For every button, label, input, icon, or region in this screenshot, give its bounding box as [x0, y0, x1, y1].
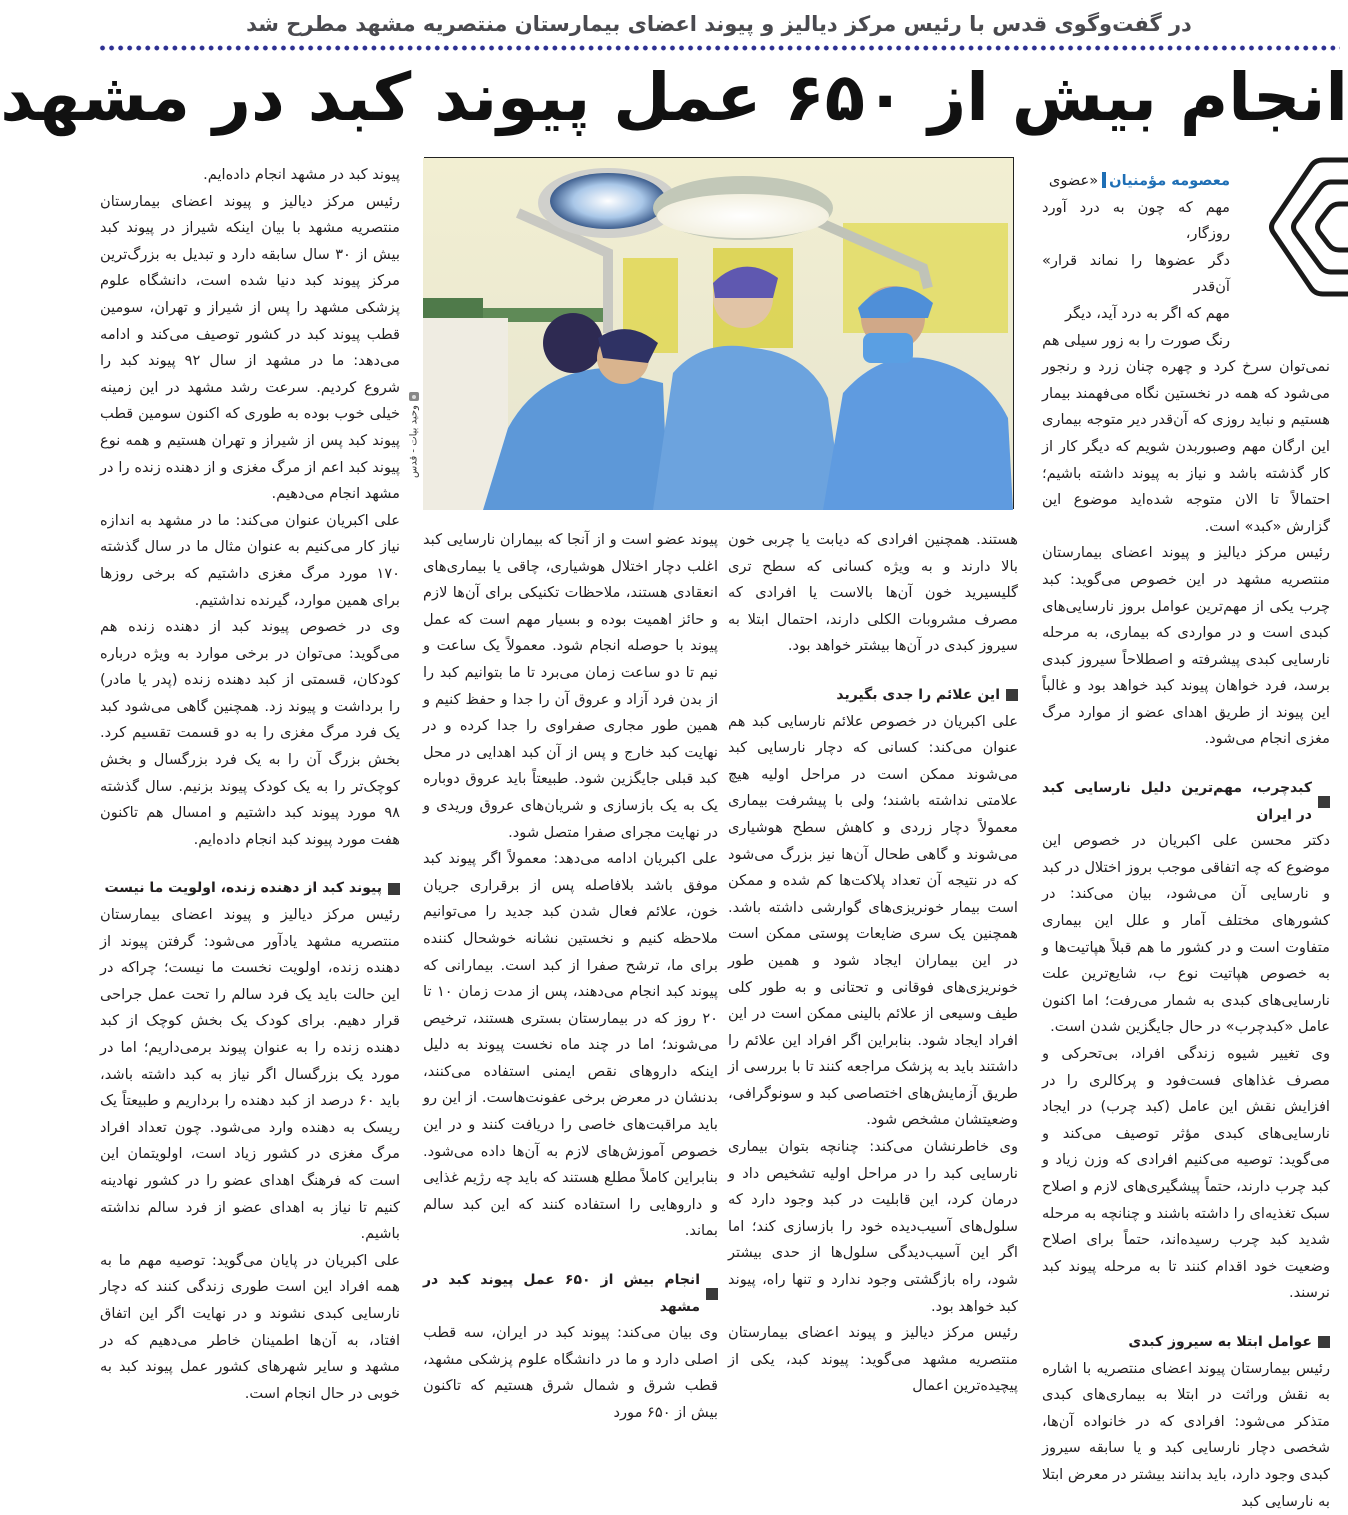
- square-bullet-icon: [1318, 1336, 1330, 1348]
- subheading: [1042, 1329, 1330, 1356]
- subheading-text: انجام بیش از ۶۵۰ عمل پیوند کبد در مشهد: [423, 1272, 700, 1315]
- photo-credit: [405, 392, 423, 502]
- paragraph: دکتر محسن علی اکبریان در خصوص این موضوع که چه اتفاقی موجب بروز اختلال در کبد و نارسایی آن می‌شود، بیان می‌کند: در کشورهای مختلف آمار و علل این بیماری متفاوت است و در کشور ما هم قبلاً هپاتیت‌ها و به خصوص هپاتیت نوع ب، شایع‌ترین علت نارسایی‌های کبدی به شمار می‌رفت؛ اما اکنون عامل «کبدچرب» در حال جایگزین شدن است.: [1042, 832, 1330, 1036]
- article-column-4: [100, 162, 400, 1407]
- intro-line-1: [1042, 168, 1230, 195]
- square-bullet-icon: [1006, 689, 1018, 701]
- paragraph: پیوند عضو است و از آنجا که بیماران نارسایی کبد اغلب دچار اختلال هوشیاری، چاقی یا بیماری‌های انعقادی هستند، ملاحظات تکنیکی برای آن‌ها لازم و حائز اهمیت بوده و بسیار مهم است که عمل پیوند با حوصله انجام شود. معمولاً یک ساعت و نیم تا دو ساعت زمان می‌برد تا ما بتوانیم کبد را از بدن فرد آزاد و عروق آن را جدا و حفظ کنیم و همین طور مجاری صفراوی را جدا کرده و در نهایت کبد خارج و پس از آن کبد اهدایی در محل کبد قبلی جایگزین شود. طبیعتاً باید عروق دوباره یک به یک بازسازی و شریان‌های عروق وریدی و در نهایت مجرای صفرا متصل شود.: [423, 531, 718, 841]
- article-column-1: [1042, 168, 1330, 1515]
- article-column-2: [728, 527, 1018, 1400]
- paragraph: علی اکبریان ادامه می‌دهد: معمولاً اگر پیوند کبد موفق باشد بلافاصله پس از برقراری جریان خون، علائم فعال شدن کبد جدید را می‌توانیم ملاحظه کنیم و نخستین نشانه خوشحال کننده برای ما، ترشح صفرا از کبد است. بیمارانی که پیوند کبد انجام می‌دهند، پس از مدت زمان ۱۰ تا ۲۰ روز که در بیمارستان بستری هستند، ترخیص می‌شوند؛ اما در چند ماه نخست پیوند به دلیل اینکه داروهای نقص ایمنی استفاده می‌کنند، بدنشان در معرض برخی عفونت‌هاست. از این رو باید مراقبت‌های خاصی را دریافت کنند و در این خصوص آموزش‌های لازم به آن‌ها داده می‌شود. بنابراین کاملاً مطلع هستند که باید چه رژیم غذایی و داروهایی را استفاده کنند که این کبد سالم بماند.: [423, 850, 718, 1240]
- article-kicker: در گفت‌وگوی قدس با رئیس مرکز دیالیز و پیوند اعضای بیمارستان منتصریه مشهد مطرح شد: [246, 12, 1192, 36]
- article-headline: انجام بیش از ۶۵۰ عمل پیوند کبد در مشهد: [0, 59, 1348, 136]
- paragraph: وی تغییر شیوه زندگی افراد، بی‌تحرکی و مصرف غذاهای فست‌فود و پرکالری را در افزایش نقش این عامل (کبد چرب) در ایجاد نارسایی‌های کبدی مؤثر توصیف می‌کند و می‌گوید: توصیه می‌کنیم افرادی که وزن زیاد و کبد چرب دارند، حتماً پیشگیری‌های لازم و اصلاح سبک تغذیه‌ای را داشته باشند و چنانچه به مرحله شدید کبد چرب رسیده‌اند، حتماً برای اصلاح وضعیت خود اقدام کنند تا به مرحله پیوند کبد نرسند.: [1042, 1045, 1330, 1302]
- paragraph: وی خاطرنشان می‌کند: چنانچه بتوان بیماری نارسایی کبد را در مراحل اولیه تشخیص داد و درمان کرد، این قابلیت در کبد وجود دارد که سلول‌های آسیب‌دیده خود را بازسازی کند؛ اما اگر این آسیب‌دیدگی سلول‌ها از حدی بیشتر شود، راه بازگشتی وجود ندارد و تنها راه، پیوند کبد خواهد بود.: [728, 1138, 1018, 1315]
- paragraph: رئیس مرکز دیالیز و پیوند اعضای بیمارستان منتصریه مشهد با بیان اینکه شیراز در پیوند کبد بیش از ۳۰ سال سابقه دارد و تبدیل به بزرگ‌ترین مرکز پیوند کبد دنیا شده است، دانشگاه علوم پزشکی مشهد را پس از شیراز و تهران، سومین قطب پیوند کبد در کشور توصیف می‌کند و ادامه می‌دهد: ما در مشهد از سال ۹۲ پیوند کبد را شروع کردیم. سرعت رشد مشهد در این زمینه خیلی خوب بوده به طوری که اکنون سومین قطب پیوند کبد پس از شیراز و تهران هستیم و همه نوع پیوند کبد اعم از مرگ مغزی و از دهنده زنده را در مشهد انجام می‌دهیم.: [100, 192, 400, 503]
- intro-line: مهم که اگر به درد آید، دیگر: [1064, 304, 1230, 322]
- byline-bar: [1102, 172, 1106, 188]
- paragraph: رئیس مرکز دیالیز و پیوند اعضای بیمارستان منتصریه مشهد می‌گوید: پیوند کبد، یکی از پیچیده‌ترین اعمال: [728, 1324, 1018, 1395]
- intro-line: دگر عضوها را نماند قرار» آن‌قدر: [1042, 251, 1230, 296]
- subheading-text: این علائم را جدی بگیرید: [836, 686, 1000, 703]
- subheading-text: کبدچرب، مهم‌ترین دلیل نارسایی کبد در ایران: [1042, 780, 1312, 823]
- square-bullet-icon: [388, 883, 400, 895]
- square-bullet-icon: [706, 1288, 718, 1300]
- intro-line: مهم که چون به درد آورد روزگار،: [1042, 198, 1230, 243]
- author-byline: معصومه مؤمنیان: [1109, 172, 1230, 189]
- subheading-text: عوامل ابتلا به سیروز کبدی: [1128, 1333, 1312, 1350]
- subheading: [423, 1267, 718, 1320]
- subheading: [728, 682, 1018, 709]
- paragraph: نمی‌توان سرخ کرد و چهره چنان زرد و رنجور می‌شود که همه در نخستین نگاه می‌فهمند بیمار هستیم و نباید روزی که آن‌قدر دیر متوجه بیماری این ارگان مهم وصبوربدن شویم که دیگر کار از کار گذشته باشد و نیاز به پیوند داشته باشیم؛ احتمالاً تا الان متوجه شده‌اید موضوع این گزارش «کبد» است.: [1042, 358, 1330, 535]
- square-bullet-icon: [1318, 796, 1330, 808]
- article-column-3: [423, 527, 718, 1427]
- dotted-divider: [98, 44, 1340, 52]
- paragraph: وی بیان می‌کند: پیوند کبد در ایران، سه قطب اصلی دارد و ما در دانشگاه علوم پزشکی مشهد، قطب شرق و شمال شرق هستیم که تاکنون بیش از ۶۵۰ مورد: [423, 1324, 718, 1421]
- paragraph: علی اکبریان عنوان می‌کند: ما در مشهد به اندازه نیاز کار می‌کنیم به عنوان مثال ما در سال گذشته ۱۷۰ مورد مرگ مغزی داشتیم که برخی روزها برای همین موارد، گیرنده نداشتیم.: [100, 511, 400, 609]
- paragraph: علی اکبریان در خصوص علائم نارسایی کبد هم عنوان می‌کند: کسانی که دچار نارسایی کبد می‌شوند ممکن است در مراحل اولیه هیچ علامتی نداشته باشند؛ ولی با پیشرفت بیماری معمولاً دچار زردی و کاهش سطح هوشیاری می‌شوند و گاهی طحال آن‌ها نیز بزرگ می‌شود که در نتیجه آن تعداد پلاکت‌ها کم شده و ممکن است بیمار خونریزی‌های گوارشی داشته باشد. همچنین یک سری ضایعات پوستی ممکن است در این بیماران ایجاد شود و همین طور خونریزی‌های فوقانی و تحتانی و به طور کلی طیف وسیعی از علائم بالینی ممکن است در این افراد ایجاد شود. بنابراین اگر افراد این علائم را داشتند باید به پزشک مراجعه کنند تا با بررسی از طریق آزمایش‌های اختصاصی کبد و سونوگرافی، وضعیتشان مشخص شود.: [728, 712, 1018, 1129]
- paragraph: هستند. همچنین افرادی که دیابت یا چربی خون بالا دارند و به ویژه کسانی که سطح تری گلیسیرید خون آن‌ها بالاست یا افرادی که مصرف مشروبات الکلی دارند، احتمال ابتلا به سیروز کبدی در آن‌ها بیشتر خواهد بود.: [728, 531, 1018, 655]
- paragraph: علی اکبریان در پایان می‌گوید: توصیه مهم ما به همه افراد این است طوری زندگی کنند که دچار نارسایی کبدی نشوند و در نهایت اگر این اتفاق افتاد، به آن‌ها اطمینان خاطر می‌دهیم که در مشهد و سایر شهرهای کشور عمل پیوند کبد به خوبی در حال انجام است.: [100, 1251, 400, 1402]
- photo-credit-text: وحید بیات - قدس: [408, 405, 420, 478]
- intro-line: رنگ صورت را به زور سیلی هم: [1042, 331, 1230, 349]
- paragraph: رئیس مرکز دیالیز و پیوند اعضای بیمارستان منتصریه مشهد در این خصوص می‌گوید: کبد چرب یکی از مهم‌ترین عوامل بروز نارسایی‌های کبدی است و در مواردی که بیماری، به مرحله نارسایی کبدی پیشرفته و اصطلاحاً سیروز کبدی برسد، فرد خواهان پیوند کبد خواهد بود و غالباً این پیوند از طریق اهدای عضو از موارد مرگ مغزی انجام می‌شود.: [1042, 544, 1330, 748]
- intro-text: «عضوی: [1048, 172, 1099, 189]
- paragraph: رئیس مرکز دیالیز و پیوند اعضای بیمارستان منتصریه مشهد یادآور می‌شود: گرفتن پیوند از دهنده زنده، اولویت نخست ما نیست؛ چراکه در این حالت باید یک فرد سالم را تحت عمل جراحی قرار دهیم. برای کودک یک بخش کوچک از کبد دهنده زنده را به عنوان پیوند برمی‌داریم؛ اما در مورد یک بزرگسال اگر نیاز به کبد داشته باشد، باید ۶۰ درصد از کبد دهنده را برداریم و طبیعتاً یک ریسک به دهنده وارد می‌شود. چون تعداد افراد مرگ مغزی در کشور زیاد است، اولویتمان این است که فرهنگ اهدای عضو را در کشور نهادینه کنیم تا نیاز به اهدای عضو از فرد سالم نداشته باشیم.: [100, 906, 400, 1243]
- subheading: [1042, 775, 1330, 828]
- paragraph: وی در خصوص پیوند کبد از دهنده زنده هم می‌گوید: می‌توان در برخی موارد به ویژه درباره کودکان، قسمتی از کبد دهنده زنده (پدر یا مادر) را برداشت و پیوند زد. همچنین گاهی می‌شود کبد یک فرد مرگ مغزی را به دو قسمت تقسیم کرد. بخش بزرگ آن را به یک فرد بزرگسال و بخش کوچک‌تر را به یک کودک پیوند بزنیم. سال گذشته ۹۸ مورد پیوند کبد داشتیم و امسال هم تاکنون هفت مورد پیوند کبد انجام داده‌ایم.: [100, 618, 400, 848]
- subheading-text: پیوند کبد از دهنده زنده، اولویت ما نیست: [104, 880, 382, 897]
- camera-icon: [409, 392, 419, 401]
- paragraph: رئیس بیمارستان پیوند اعضای منتصریه با اشاره به نقش وراثت در ابتلا به بیماری‌های کبدی متذکر می‌شود: افرادی که در خانواده آن‌ها، شخصی دچار نارسایی کبد و یا سابقه سیروز کبدی وجود دارد، باید بدانند بیشتر در معرض ابتلا به نارسایی کبد: [1042, 1359, 1330, 1510]
- paragraph: پیوند کبد در مشهد انجام داده‌ایم.: [203, 166, 400, 183]
- surgery-photo: [424, 157, 1014, 509]
- intro-wrapped: [1042, 168, 1230, 354]
- subheading: [100, 875, 400, 902]
